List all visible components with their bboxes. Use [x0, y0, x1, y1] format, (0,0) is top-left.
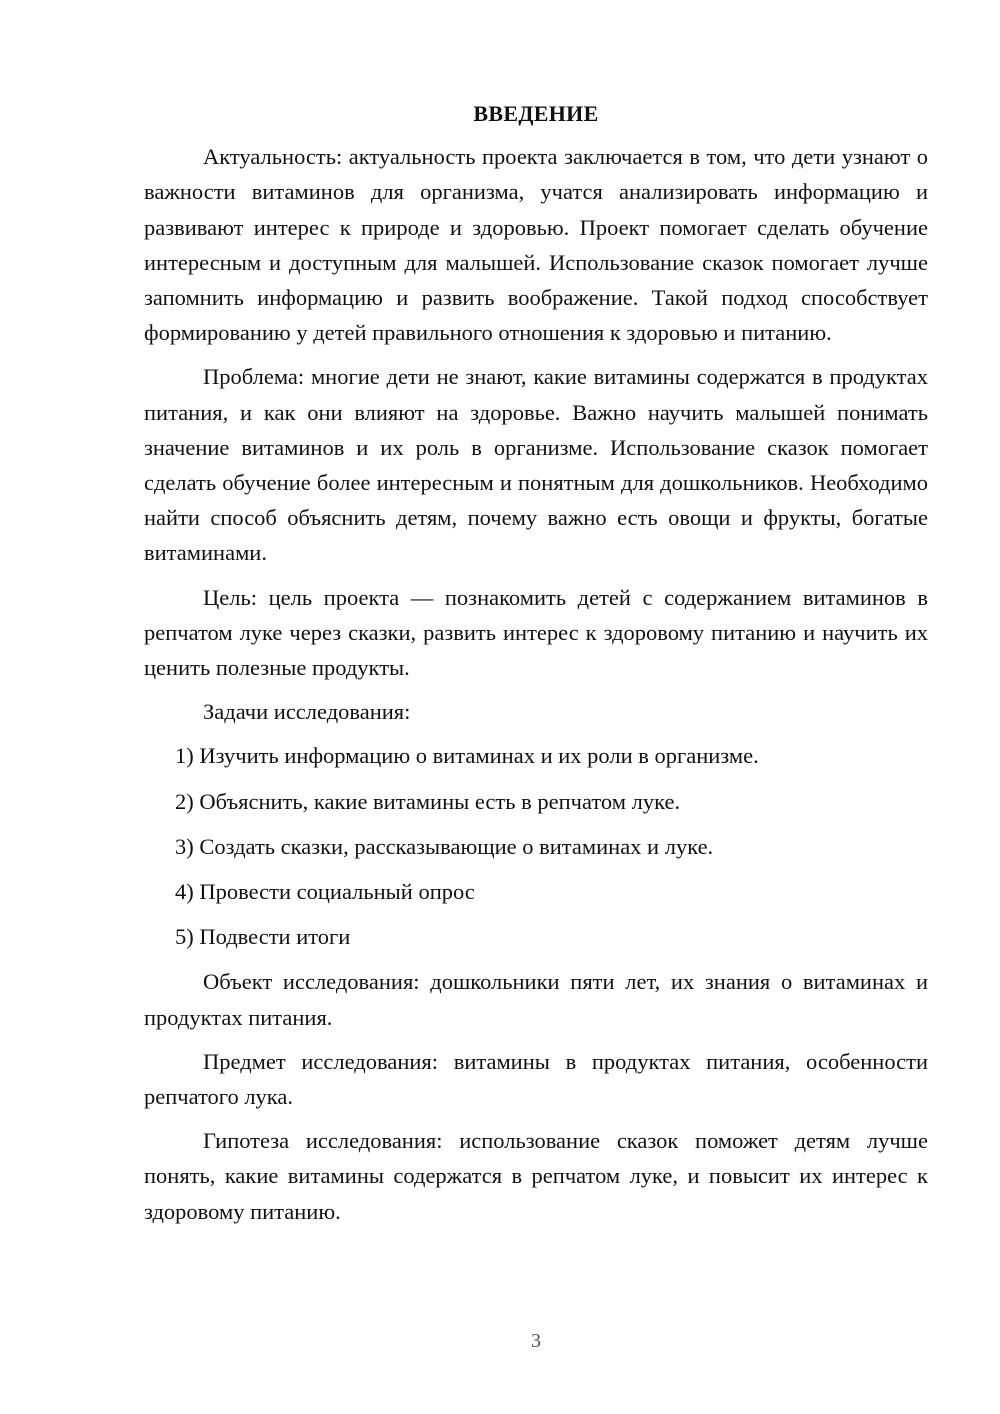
page-number: 3 — [531, 1330, 541, 1352]
task-item-3: 3) Создать сказки, рассказывающие о витаминах и луке. — [175, 833, 714, 859]
paragraph-problem: Проблема: многие дети не знают, какие витамины содержатся в продуктах питания, и как они влияют на здоровье. Важно научить малышей понимать значение витаминов и их роль в организме. Использование сказок помогает сделать обучение более интересным и понятным для дошкольников. Необходимо найти способ объяснить детям, почему важно есть овощи и фрукты, богатые витаминами. — [144, 364, 928, 566]
paragraph-subject: Предмет исследования: витамины в продуктах питания, особенности репчатого лука. — [144, 1048, 928, 1110]
paragraph-relevance: Актуальность: актуальность проекта заключается в том, что дети узнают о важности витаминов для организма, учатся анализировать информацию и развивают интерес к природе и здоровью. Проект помогает сделать обучение интересным и доступным для малышей. Использование сказок помогает лучше запомнить информацию и развить воображение. Такой подход способствует формированию у детей правильного отношения к здоровью и питанию. — [144, 144, 928, 346]
tasks-title: Задачи исследования: — [203, 699, 411, 725]
paragraph-hypothesis: Гипотеза исследования: использование сказок поможет детям лучше понять, какие витамины содержатся в репчатом луке, и повысит их интерес к здоровому питанию. — [144, 1128, 928, 1224]
paragraph-goal: Цель: цель проекта — познакомить детей с содержанием витаминов в репчатом луке через сказки, развить интерес к здоровому питанию и научить их ценить полезные продукты. — [144, 584, 928, 681]
page-heading: ВВЕДЕНИЕ — [473, 101, 599, 126]
paragraph-object: Объект исследования: дошкольники пяти лет, их знания о витаминах и продуктах питания. — [144, 969, 928, 1030]
page-content — [144, 96, 928, 1238]
task-item-1: 1) Изучить информацию о витаминах и их роли в организме. — [175, 743, 759, 769]
task-item-2: 2) Объяснить, какие витамины есть в репчатом луке. — [175, 788, 681, 814]
task-item-5: 5) Подвести итоги — [175, 924, 351, 950]
tasks-list — [144, 738, 928, 954]
task-item-4: 4) Провести социальный опрос — [175, 879, 475, 905]
